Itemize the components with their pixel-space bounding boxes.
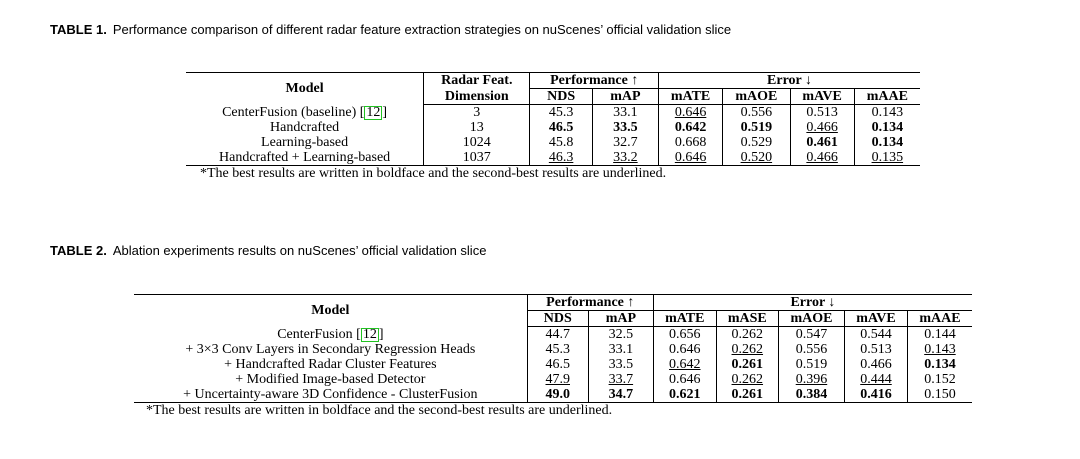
table2-header-error: Error ↓ — [653, 295, 972, 311]
model-cell: + Modified Image-based Detector — [235, 372, 426, 387]
maae-cell: 0.150 — [907, 387, 972, 403]
map-cell: 33.1 — [588, 342, 653, 357]
model-cell: CenterFusion [ 12 ] — [277, 326, 384, 342]
dim-cell: 1037 — [424, 150, 530, 166]
maae-cell: 0.152 — [907, 372, 972, 387]
model-cell: Learning-based — [261, 135, 349, 150]
table-row — [134, 327, 972, 343]
table2-header-model: Model — [311, 303, 350, 319]
map-cell: 32.5 — [588, 327, 653, 343]
table2-label: TABLE 2. — [50, 243, 107, 258]
model-cell: CenterFusion (baseline) [ 12 ] — [222, 104, 388, 120]
table2 — [134, 294, 972, 419]
maoe-cell: 0.519 — [778, 357, 844, 372]
maoe-cell: 0.384 — [778, 387, 844, 403]
mate-cell: 0.646 — [659, 150, 723, 166]
table-row — [134, 372, 972, 387]
maae-cell: 0.143 — [907, 342, 972, 357]
table2-footnote: *The best results are written in boldface and the second-best results are underlined. — [146, 403, 613, 418]
table1-header-nds: NDS — [530, 89, 592, 105]
maoe-cell: 0.547 — [778, 327, 844, 343]
map-cell: 33.2 — [592, 150, 658, 166]
map-cell: 33.7 — [588, 372, 653, 387]
table2-caption — [50, 243, 486, 258]
nds-cell: 45.3 — [527, 342, 588, 357]
nds-cell: 46.3 — [530, 150, 592, 166]
maoe-cell: 0.520 — [723, 150, 790, 166]
table2-caption-text: Ablation experiments results on nuScenes’ official validation slice — [112, 243, 487, 258]
mave-cell: 0.513 — [790, 105, 854, 121]
table1 — [186, 72, 920, 182]
mate-cell: 0.646 — [653, 342, 716, 357]
table1-header-map: mAP — [592, 89, 658, 105]
nds-cell: 44.7 — [527, 327, 588, 343]
mase-cell: 0.262 — [716, 372, 778, 387]
model-cell: + 3×3 Conv Layers in Secondary Regression Heads — [185, 342, 476, 357]
mave-cell: 0.416 — [845, 387, 908, 403]
mase-cell: 0.261 — [716, 357, 778, 372]
table-row — [186, 105, 920, 121]
dim-cell: 1024 — [424, 135, 530, 150]
table1-header-error: Error ↓ — [659, 73, 920, 89]
map-cell: 33.1 — [592, 105, 658, 121]
table2-header-maae: mAAE — [907, 311, 972, 327]
model-name: CenterFusion (baseline) — [222, 104, 360, 120]
table1-label: TABLE 1. — [50, 22, 107, 37]
nds-cell: 46.5 — [527, 357, 588, 372]
maae-cell: 0.134 — [854, 120, 920, 135]
mate-cell: 0.646 — [653, 372, 716, 387]
mave-cell: 0.466 — [790, 150, 854, 166]
mase-cell: 0.262 — [716, 327, 778, 343]
maoe-cell: 0.529 — [723, 135, 790, 150]
nds-cell: 49.0 — [527, 387, 588, 403]
maae-cell: 0.144 — [907, 327, 972, 343]
table1-header-dimension: Dimension — [424, 89, 530, 105]
table1-caption-text: Performance comparison of different radar feature extraction strategies on nuScenes’ official validation slice — [112, 22, 732, 37]
model-name: CenterFusion — [277, 326, 357, 342]
table2-header-maoe: mAOE — [778, 311, 844, 327]
model-cell: Handcrafted + Learning-based — [219, 150, 391, 165]
table-row — [186, 135, 920, 150]
nds-cell: 45.8 — [530, 135, 592, 150]
model-cell: + Handcrafted Radar Cluster Features — [224, 357, 437, 372]
maoe-cell: 0.556 — [778, 342, 844, 357]
table2-grid — [134, 294, 972, 403]
mate-cell: 0.642 — [659, 120, 723, 135]
mate-cell: 0.656 — [653, 327, 716, 343]
citation-link[interactable]: 12 — [362, 326, 377, 342]
mave-cell: 0.461 — [790, 135, 854, 150]
table1-header-maae: mAAE — [854, 89, 920, 105]
map-cell: 33.5 — [592, 120, 658, 135]
mase-cell: 0.261 — [716, 387, 778, 403]
map-cell: 32.7 — [592, 135, 658, 150]
table2-header-mate: mATE — [653, 311, 716, 327]
table1-header-radar-feat: Radar Feat. — [424, 73, 530, 89]
map-cell: 33.5 — [588, 357, 653, 372]
table1-header-performance: Performance ↑ — [530, 73, 659, 89]
table-row — [134, 387, 972, 403]
maae-cell: 0.134 — [907, 357, 972, 372]
table2-header-map: mAP — [588, 311, 653, 327]
table-row — [134, 357, 972, 372]
mate-cell: 0.668 — [659, 135, 723, 150]
maoe-cell: 0.556 — [723, 105, 790, 121]
nds-cell: 46.5 — [530, 120, 592, 135]
table2-header-mase: mASE — [716, 311, 778, 327]
maoe-cell: 0.519 — [723, 120, 790, 135]
table-row — [134, 342, 972, 357]
mave-cell: 0.466 — [845, 357, 908, 372]
maoe-cell: 0.396 — [778, 372, 844, 387]
table1-header-maoe: mAOE — [723, 89, 790, 105]
table2-header-nds: NDS — [527, 311, 588, 327]
mave-cell: 0.444 — [845, 372, 908, 387]
maae-cell: 0.135 — [854, 150, 920, 166]
table1-footnote: *The best results are written in boldface and the second-best results are underlined. — [200, 166, 667, 181]
model-cell: Handcrafted — [270, 120, 340, 135]
mave-cell: 0.544 — [845, 327, 908, 343]
dim-cell: 13 — [424, 120, 530, 135]
model-cell: + Uncertainty-aware 3D Confidence - ClusterFusion — [183, 387, 478, 402]
maae-cell: 0.134 — [854, 135, 920, 150]
nds-cell: 45.3 — [530, 105, 592, 121]
mave-cell: 0.513 — [845, 342, 908, 357]
table1-grid — [186, 72, 920, 166]
dim-cell: 3 — [424, 105, 530, 121]
mate-cell: 0.646 — [659, 105, 723, 121]
table2-header-mave: mAVE — [845, 311, 908, 327]
nds-cell: 47.9 — [527, 372, 588, 387]
table1-caption — [50, 22, 731, 37]
table1-header-mate: mATE — [659, 89, 723, 105]
mate-cell: 0.621 — [653, 387, 716, 403]
table1-header-mave: mAVE — [790, 89, 854, 105]
maae-cell: 0.143 — [854, 105, 920, 121]
citation-link[interactable]: 12 — [366, 104, 381, 120]
mate-cell: 0.642 — [653, 357, 716, 372]
table-row — [186, 120, 920, 135]
table1-header-model: Model — [285, 81, 324, 97]
table-row — [186, 150, 920, 166]
map-cell: 34.7 — [588, 387, 653, 403]
table2-header-performance: Performance ↑ — [527, 295, 653, 311]
mase-cell: 0.262 — [716, 342, 778, 357]
mave-cell: 0.466 — [790, 120, 854, 135]
